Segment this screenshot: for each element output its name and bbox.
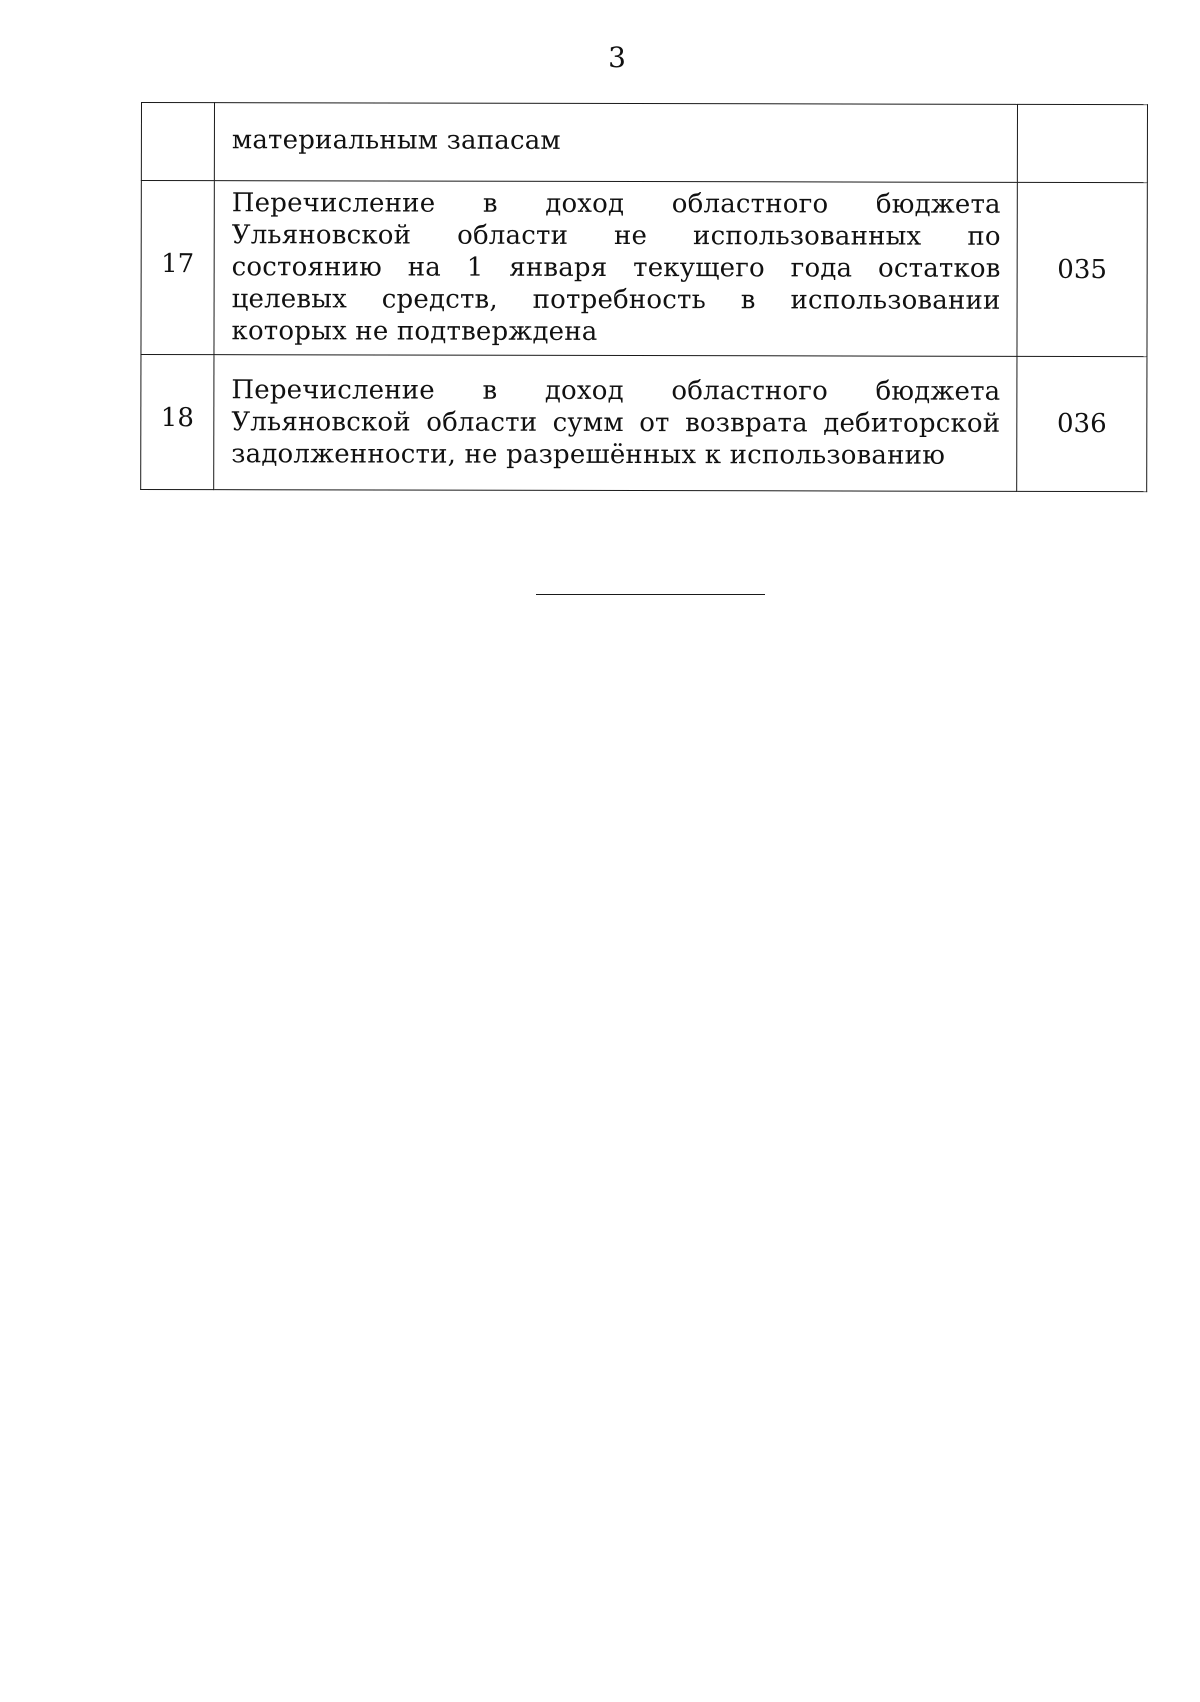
table-row bbox=[141, 355, 1147, 492]
row-code: 035 bbox=[1017, 182, 1147, 356]
row-number: 17 bbox=[141, 181, 214, 355]
row-number bbox=[141, 103, 214, 181]
row-code bbox=[1017, 104, 1147, 182]
row-number: 18 bbox=[141, 355, 214, 490]
budget-table bbox=[140, 102, 1148, 492]
row-description: материальным запасам bbox=[214, 103, 1017, 183]
table-row bbox=[141, 181, 1147, 357]
page-number: 3 bbox=[608, 41, 626, 74]
table-row bbox=[141, 103, 1147, 183]
row-description: Перечисление в доход областного бюджета Ульяновской области сумм от возврата дебиторской задолженности, не разрешённых к использованию bbox=[214, 355, 1017, 492]
end-of-document-line bbox=[536, 594, 765, 595]
row-code: 036 bbox=[1017, 356, 1147, 491]
row-description: Перечисление в доход областного бюджета Ульяновской области не использованных по состоянию на 1 января текущего года остатков целевых средств, потребность в использовании которых не подтверждена bbox=[214, 181, 1017, 357]
